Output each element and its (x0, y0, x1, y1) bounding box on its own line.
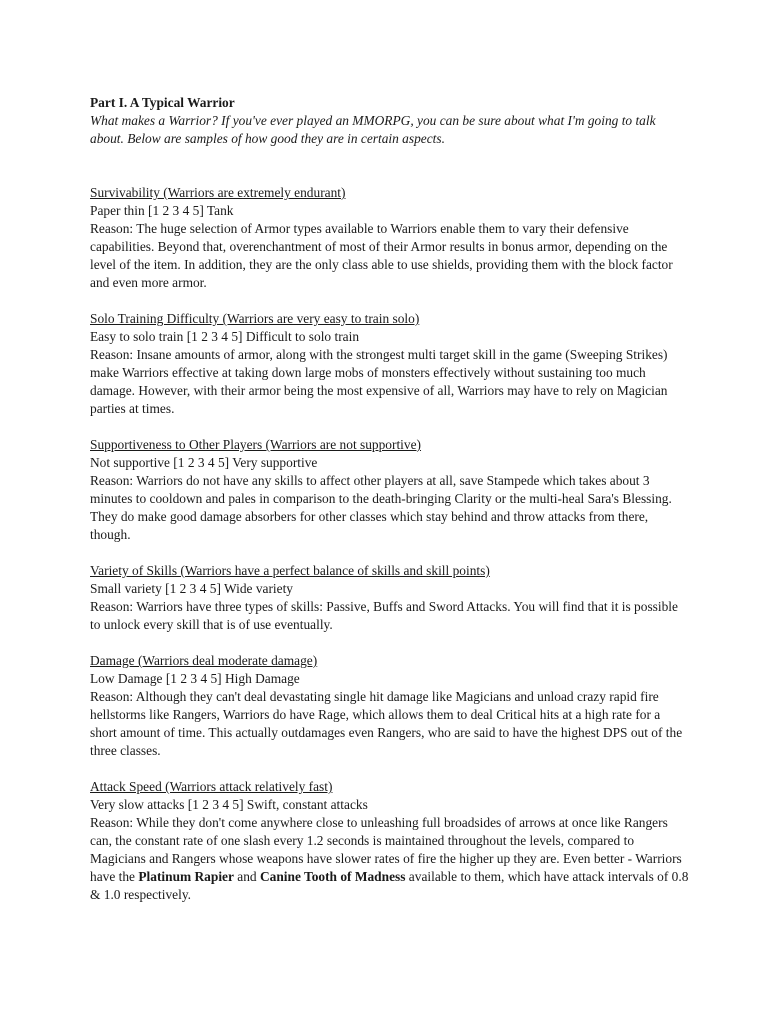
section-reason: Reason: Warriors do not have any skills to affect other players at all, save Stampede which takes about 3 minutes to cooldown and pales in comparison to the death-bringing Clarity or the multi-heal Sara's Blessing. They do make good damage absorbers for other classes which stay behind and throw attacks from there, though. (90, 473, 672, 542)
section-reason: Reason: The huge selection of Armor types available to Warriors enable them to vary their defensive capabilities. Beyond that, overenchantment of most of their Armor results in bonus armor, depending on the level of the item. In addition, they are the only class able to use shields, providing them with the block factor and even more armor. (90, 221, 673, 290)
section-scale: Paper thin [1 2 3 4 5] Tank (90, 203, 234, 218)
section-scale: Low Damage [1 2 3 4 5] High Damage (90, 671, 300, 686)
section-survivability (90, 184, 690, 292)
section-attack-speed (90, 778, 690, 904)
section-reason: Reason: Warriors have three types of skills: Passive, Buffs and Sword Attacks. You will find that it is possible to unlock every skill that is of use eventually. (90, 599, 678, 632)
section-scale: Easy to solo train [1 2 3 4 5] Difficult to solo train (90, 329, 360, 344)
weapon-name: Canine Tooth of Madness (259, 869, 406, 884)
section-solo-training (90, 310, 690, 418)
reason-text: Reason: While they don't come anywhere close to unleashing full broadsides of arrows at once like Rangers can, the constant rate of one slash every 1.2 seconds is maintained throughout the levels, compared to Magicians and Rangers whose weapons have slower rates of fire the higher up they are. Even better - Warriors have the (90, 815, 682, 884)
section-heading: Survivability (Warriors are extremely endurant) (90, 185, 346, 200)
section-scale: Very slow attacks [1 2 3 4 5] Swift, constant attacks (90, 797, 368, 812)
document-intro: What makes a Warrior? If you've ever played an MMORPG, you can be sure about what I'm going to talk about. Below are samples of how good they are in certain aspects. (90, 113, 656, 146)
section-supportiveness (90, 436, 690, 544)
section-reason (90, 814, 690, 904)
section-reason: Reason: Insane amounts of armor, along with the strongest multi target skill in the game (Sweeping Strikes) make Warriors effective at taking down large mobs of monsters effectively without sustaining too much damage. However, with their armor being the most expensive of all, Warriors may have to rely on Magician parties at times. (90, 347, 668, 416)
section-variety-of-skills (90, 562, 690, 634)
section-reason: Reason: Although they can't deal devastating single hit damage like Magicians and unload crazy rapid fire hellstorms like Rangers, Warriors do have Rage, which allows them to deal Critical hits at a high rate for a short amount of time. This actually outdamages even Rangers, who are said to have the highest DPS out of the three classes. (90, 689, 683, 758)
section-scale: Small variety [1 2 3 4 5] Wide variety (90, 581, 293, 596)
document-title: Part I. A Typical Warrior (90, 95, 235, 110)
section-heading: Damage (Warriors deal moderate damage) (90, 653, 318, 668)
section-damage (90, 652, 690, 760)
document-body (90, 94, 690, 904)
section-heading: Supportiveness to Other Players (Warriors are not supportive) (90, 437, 422, 452)
reason-text: available to them, which have attack intervals of 0.8 & 1.0 respectively. (90, 869, 689, 902)
weapon-name: Platinum Rapier (138, 869, 234, 884)
section-heading: Solo Training Difficulty (Warriors are very easy to train solo) (90, 311, 420, 326)
section-scale: Not supportive [1 2 3 4 5] Very supportive (90, 455, 318, 470)
section-heading: Variety of Skills (Warriors have a perfect balance of skills and skill points) (90, 563, 490, 578)
section-heading: Attack Speed (Warriors attack relatively fast) (90, 779, 333, 794)
reason-text: and (233, 869, 260, 884)
